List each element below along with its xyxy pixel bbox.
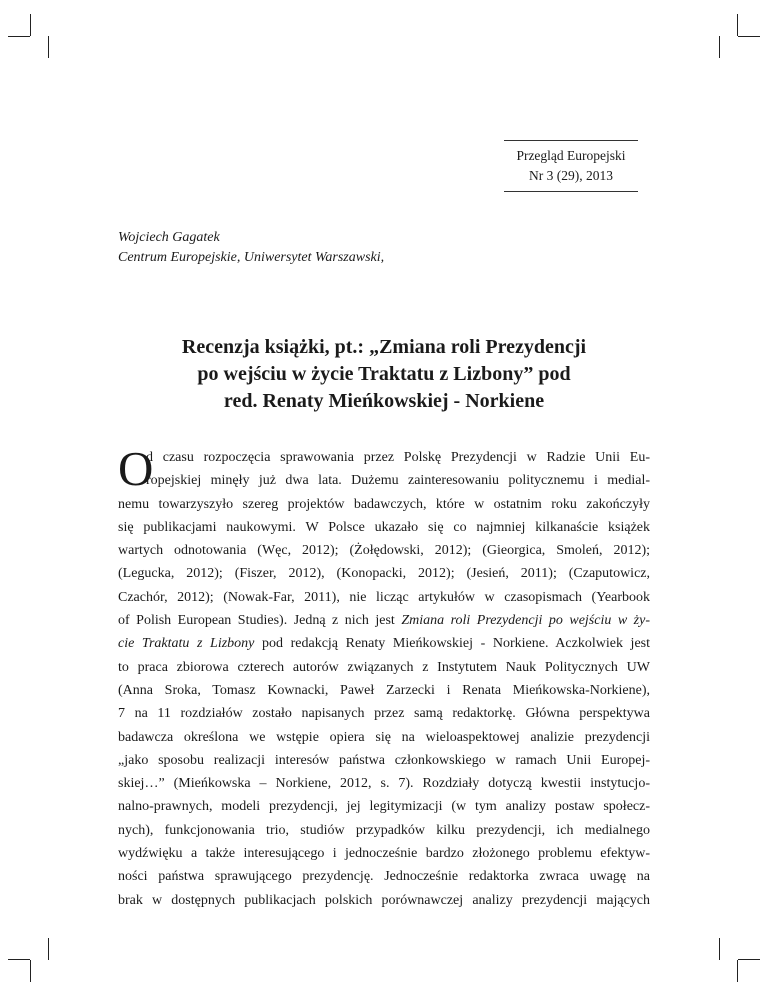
body-paragraph <box>118 441 650 912</box>
title-line: Recenzja książki, pt.: „Zmiana roli Prezydencji <box>181 336 587 358</box>
crop-mark <box>8 959 30 960</box>
body-line: brak w dostępnych publikacjach polskich porównawczej analizy prezydencji mających <box>118 892 650 908</box>
crop-mark <box>719 36 720 58</box>
body-line: nalno-prawnych, modeli prezydencji, jej legitymizacji (w tym analizy postaw społecz- <box>118 799 650 815</box>
body-text-segment: pod redakcją Renaty Mieńkowskiej - Norkiene. Aczkolwiek jest <box>254 636 650 652</box>
body-line: Czachór, 2012); (Nowak-Far, 2011), nie licząc artykułów w czasopismach (Yearbook <box>118 589 650 605</box>
journal-name: Przegląd Europejski <box>516 148 626 163</box>
crop-mark <box>8 36 30 37</box>
journal-rule-top <box>504 140 638 141</box>
body-line: nemu towarzyszyło szereg projektów badawczych, które w ostatnim roku zakończyły <box>118 496 650 512</box>
body-line: (Anna Sroka, Tomasz Kownacki, Paweł Zarzecki i Renata Mieńkowska-Norkiene), <box>118 682 650 698</box>
body-line: 7 na 11 rozdziałów zostało napisanych przez samą redaktorkę. Główna perspektywa <box>118 706 650 722</box>
body-line: ropejskiej minęły już dwa lata. Dużemu zainteresowaniu politycznemu i medial- <box>146 473 650 489</box>
book-title-italic: cie Traktatu z Lizbony <box>118 636 255 652</box>
body-line-mixed <box>118 632 650 655</box>
body-line: ności państwa sprawującego prezydencję. Jednocześnie redaktorka zwraca uwagę na <box>118 869 650 885</box>
body-line: wydźwięku a także interesującego i jednocześnie bardzo złożonego problemu efektyw- <box>118 846 650 862</box>
crop-mark <box>30 14 31 36</box>
crop-mark <box>719 938 720 960</box>
journal-header <box>504 140 638 192</box>
body-text-segment: of Polish European Studies). Jedną z nich jest <box>118 613 395 629</box>
journal-issue: Nr 3 (29), 2013 <box>529 168 613 183</box>
crop-mark <box>48 938 49 960</box>
book-title-italic: Zmiana roli Prezydencji po wejściu w ży- <box>401 613 650 629</box>
author-name: Wojciech Gagatek <box>118 230 220 245</box>
title-line: red. Renaty Mieńkowskiej - Norkiene <box>223 390 545 412</box>
article-title <box>118 334 650 415</box>
author-block <box>118 228 384 268</box>
body-line: skiej…” (Mieńkowska – Norkiene, 2012, s. 7). Rozdziały dotyczą kwestii instytucjo- <box>118 776 650 792</box>
body-line: d czasu rozpoczęcia sprawowania przez Polskę Prezydencji w Radzie Unii Eu- <box>146 450 650 465</box>
crop-mark <box>738 36 760 37</box>
body-line: wartych odnotowania (Węc, 2012); (Żołędowski, 2012); (Gieorgica, Smoleń, 2012); <box>118 543 650 559</box>
crop-mark <box>738 959 760 960</box>
body-line: (Legucka, 2012); (Fiszer, 2012), (Konopacki, 2012); (Jesień, 2011); (Czaputowicz, <box>118 566 650 582</box>
crop-mark <box>737 960 738 982</box>
crop-mark <box>30 960 31 982</box>
body-line: się publikacjami naukowymi. W Polsce ukazało się co najmniej kilkanaście książek <box>118 519 650 535</box>
body-line: „jako sposobu realizacji interesów państwa członkowskiego w ramach Unii Europej- <box>118 752 650 768</box>
body-line: nych), funkcjonowania trio, studiów przypadków kilku prezydencji, ich medialnego <box>118 822 650 838</box>
drop-cap: O <box>118 441 154 496</box>
body-line-mixed <box>118 609 650 632</box>
title-line: po wejściu w życie Traktatu z Lizbony” pod <box>197 363 571 385</box>
body-line: badawcza określona we wstępie opiera się na wieloaspektowej analizie prezydencji <box>118 729 650 745</box>
author-affiliation: Centrum Europejskie, Uniwersytet Warszawski, <box>118 250 385 265</box>
journal-rule-bottom <box>504 191 638 192</box>
body-line: to praca zbiorowa czterech autorów związanych z Instytutem Nauk Politycznych UW <box>118 659 650 675</box>
crop-mark <box>737 14 738 36</box>
crop-mark <box>48 36 49 58</box>
